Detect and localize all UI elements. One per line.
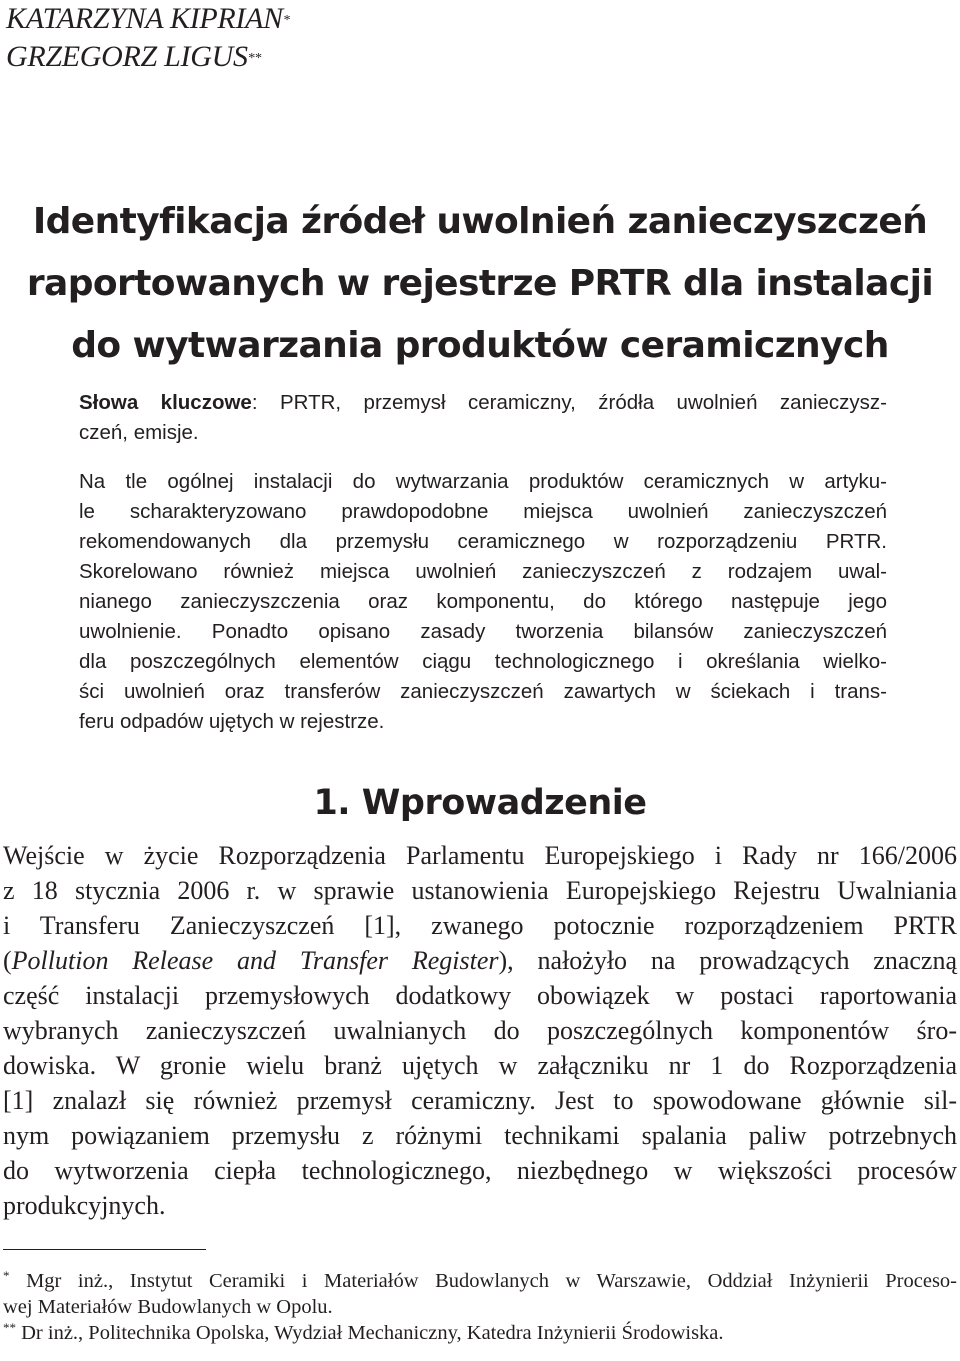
author-name-text: GRZEGORZ LIGUS [6, 40, 248, 73]
author-name [6, 0, 290, 38]
abstract-line: Na tle ogólnej instalacji do wytwarzania produktów ceramicznych w artyku- [79, 470, 887, 493]
footnote-separator [3, 1249, 206, 1250]
footnote-text: Dr inż., Politechnika Opolska, Wydział Mechaniczny, Katedra Inżynierii Środowiska. [21, 1322, 724, 1344]
abstract-gap [79, 448, 887, 467]
body-line: [1] znalazł się również przemysł ceramiczny. Jest to spowodowane głównie sil- [3, 1086, 957, 1115]
abstract-line: Skorelowano również miejsca uwolnień zanieczyszczeń z rodzajem uwal- [79, 560, 887, 583]
footnote-line [3, 1268, 957, 1294]
abstract-line: ści uwolnień oraz transferów zanieczyszczeń zawartych w ściekach i trans- [79, 680, 887, 703]
body-line: produkcyjnych. [3, 1191, 166, 1220]
abstract-line: dla poszczególnych elementów ciągu technologicznego i określania wielko- [79, 650, 887, 673]
body-line: nym powiązaniem przemysłu z różnymi technikami spalania paliw potrzebnych [3, 1121, 957, 1150]
body-text-fragment: ), nałożyło na prowadzących znaczną [498, 946, 957, 975]
footnote-marker: ** [3, 1320, 16, 1335]
footnote-line: wej Materiałów Budowlanych w Opolu. [3, 1296, 333, 1318]
footnote-marker: * [3, 1268, 10, 1283]
keywords-line [79, 388, 887, 418]
body-text-fragment: ( [3, 946, 12, 975]
abstract-line: le scharakteryzowano prawdopodobne miejsca uwolnień zanieczyszczeń [79, 500, 887, 523]
footnotes [3, 1268, 957, 1346]
abstract-line: uwolnienie. Ponadto opisano zasady tworzenia bilansów zanieczyszczeń [79, 620, 887, 643]
author-name-text: KATARZYNA KIPRIAN [6, 2, 283, 35]
body-line: Wejście w życie Rozporządzenia Parlamentu Europejskiego i Rady nr 166/2006 [3, 841, 957, 870]
footnote-marker: * [282, 13, 290, 28]
section-heading: 1. Wprowadzenie [313, 783, 647, 823]
body-line: dowiska. W gronie wielu branż ujętych w załączniku nr 1 do Rozporządzenia [3, 1051, 957, 1080]
title-line: do wytwarzania produktów ceramicznych [71, 325, 889, 366]
keywords-line: czeń, emisje. [79, 421, 199, 444]
footnote-line [3, 1320, 957, 1346]
abstract-line: feru odpadów ujętych w rejestrze. [79, 710, 385, 733]
abstract-line: nianego zanieczyszczenia oraz komponentu, do którego następuje jego [79, 590, 887, 613]
footnote-marker: ** [247, 51, 262, 66]
author-name [6, 38, 290, 76]
title-line: raportowanych w rejestrze PRTR dla instalacji [26, 263, 934, 304]
keywords-text: : PRTR, przemysł ceramiczny, źródła uwolnień zanieczysz- [251, 391, 887, 414]
body-line: wybranych zanieczyszczeń uwalnianych do poszczególnych komponentów śro- [3, 1016, 957, 1045]
body-line: do wytworzenia ciepła technologicznego, niezbędnego w większości procesów [3, 1156, 957, 1185]
body-line: z 18 stycznia 2006 r. w sprawie ustanowienia Europejskiego Rejestru Uwalniania [3, 876, 957, 905]
body-line: i Transferu Zanieczyszczeń [1], zwanego potocznie rozporządzeniem PRTR [3, 911, 957, 940]
article-title [20, 191, 940, 377]
title-line: Identyfikacja źródeł uwolnień zanieczyszczeń [32, 201, 928, 242]
footnote-text: Mgr inż., Instytut Ceramiki i Materiałów Budowlanych w Warszawie, Oddział Inżynierii Proceso- [26, 1270, 957, 1292]
author-list [6, 0, 290, 76]
body-line: część instalacji przemysłowych dodatkowy obowiązek w postaci raportowania [3, 981, 957, 1010]
abstract-line: rekomendowanych dla przemysłu ceramicznego w rozporządzeniu PRTR. [79, 530, 887, 553]
italic-term: Pollution Release and Transfer Register [11, 946, 499, 975]
body-paragraph [3, 838, 957, 1223]
abstract [79, 388, 887, 737]
keywords-label: Słowa kluczowe [79, 391, 252, 414]
body-line [3, 943, 957, 978]
